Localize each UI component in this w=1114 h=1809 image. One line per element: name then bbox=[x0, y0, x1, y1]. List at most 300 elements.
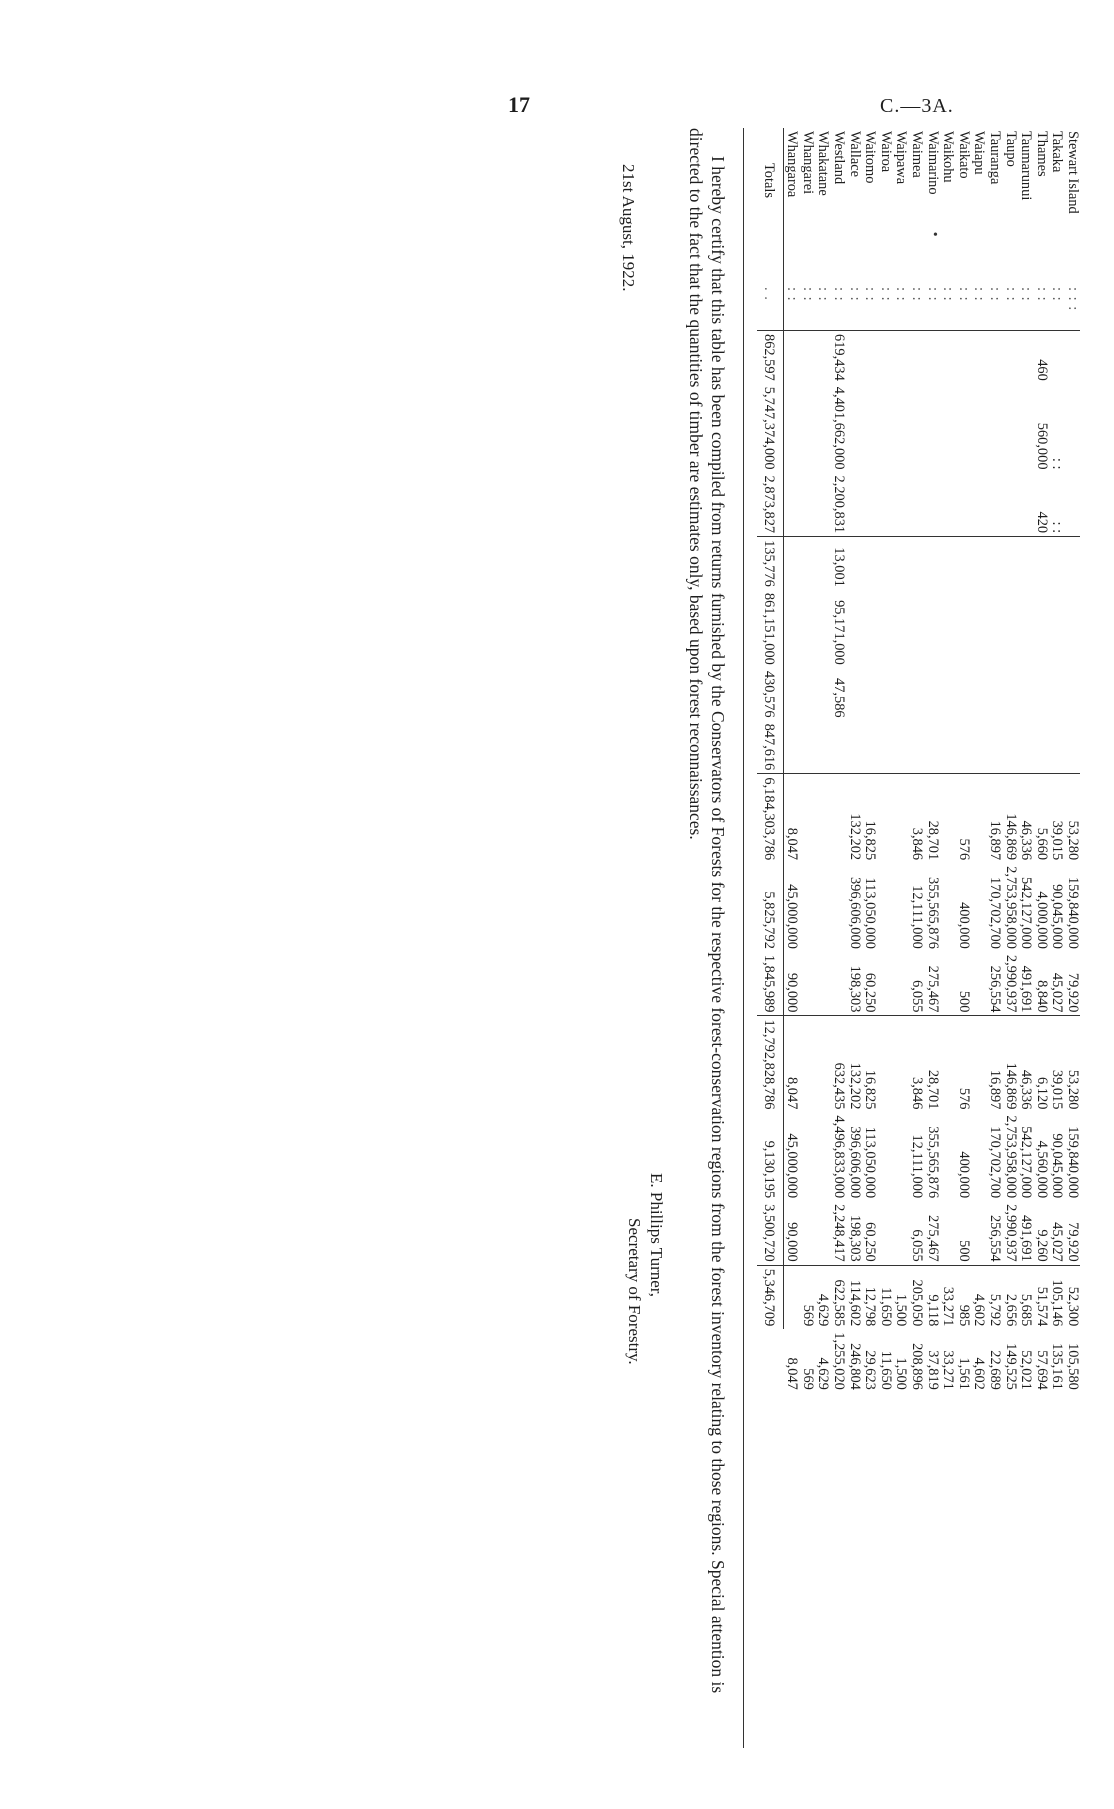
table-cell: 46,336 bbox=[1018, 774, 1034, 863]
table-cell bbox=[1018, 721, 1034, 774]
table-cell: 8,047 bbox=[784, 1357, 801, 1390]
leader-dots: : : bbox=[924, 287, 941, 302]
table-cell bbox=[815, 384, 831, 473]
table-cell: 2,753,958,000 bbox=[1002, 866, 1019, 949]
table-cell bbox=[877, 331, 893, 384]
table-cell: 985 bbox=[955, 1265, 971, 1329]
table-cell bbox=[815, 952, 831, 1016]
table-cell: 4,560,000 bbox=[1033, 1140, 1050, 1199]
table-cell bbox=[815, 721, 831, 774]
table-cell bbox=[908, 668, 924, 721]
table-cell bbox=[986, 331, 1002, 384]
table-cell bbox=[862, 473, 878, 537]
table-cell: 60,250 bbox=[862, 972, 879, 1013]
table-cell bbox=[971, 1201, 987, 1265]
table-cell: : : bbox=[1049, 521, 1066, 534]
table-cell bbox=[971, 473, 987, 537]
table-cell bbox=[986, 721, 1002, 774]
table-cell bbox=[893, 1201, 909, 1265]
table-cell bbox=[1049, 590, 1065, 668]
table-cell bbox=[908, 537, 924, 590]
table-cell bbox=[1002, 331, 1018, 384]
table-cell: 46,336 bbox=[1018, 1016, 1034, 1112]
table-cell bbox=[1033, 668, 1049, 721]
table-cell: 2,873,827 bbox=[757, 473, 783, 537]
leader-dots: : : bbox=[1002, 287, 1019, 302]
table-cell bbox=[924, 590, 940, 668]
table-cell: 170,702,700 bbox=[987, 876, 1004, 949]
table-cell bbox=[799, 537, 815, 590]
totals-row bbox=[757, 128, 783, 1393]
table-cell bbox=[971, 590, 987, 668]
table-cell bbox=[955, 590, 971, 668]
table-cell bbox=[799, 590, 815, 668]
table-cell: 2,753,958,000 bbox=[1002, 1115, 1019, 1199]
table-cell bbox=[846, 590, 862, 668]
region-name: Waimarino bbox=[924, 131, 941, 195]
table-cell bbox=[799, 384, 815, 473]
table-cell bbox=[893, 1016, 909, 1112]
table-cell: 205,050 bbox=[908, 1265, 924, 1329]
table-cell bbox=[862, 721, 878, 774]
table-row bbox=[877, 128, 893, 1393]
leader-dots: : : bbox=[846, 287, 863, 302]
table-cell bbox=[971, 863, 987, 952]
table-cell: 90,045,000 bbox=[1049, 884, 1066, 949]
table-cell bbox=[877, 952, 893, 1016]
table-cell: 8,840 bbox=[1033, 980, 1050, 1013]
table-cell: 4,629 bbox=[815, 1357, 832, 1390]
table-cell bbox=[846, 473, 862, 537]
table-cell bbox=[783, 384, 799, 473]
region-name: Totals bbox=[757, 128, 783, 284]
table-cell: 90,000 bbox=[784, 972, 801, 1013]
table-cell: 16,825 bbox=[862, 1016, 878, 1112]
table-row bbox=[783, 128, 799, 1393]
table-cell: 51,574 bbox=[1033, 1265, 1049, 1329]
table-cell bbox=[971, 384, 987, 473]
table-cell bbox=[831, 774, 847, 863]
table-cell bbox=[940, 331, 956, 384]
table-cell: 6,055 bbox=[909, 980, 926, 1013]
table-cell: 4,602 bbox=[971, 1357, 988, 1390]
table-cell: 12,798 bbox=[862, 1265, 878, 1329]
table-cell: 430,576 bbox=[757, 668, 783, 721]
table-cell: 560,000 bbox=[1033, 422, 1050, 470]
table-cell bbox=[877, 473, 893, 537]
region-name: Waipawa bbox=[893, 131, 910, 185]
leader-dots: : : bbox=[909, 287, 926, 302]
table-row bbox=[1018, 128, 1034, 1393]
table-row bbox=[893, 128, 909, 1393]
table-cell: 396,606,000 bbox=[846, 876, 863, 949]
table-cell: 105,146 bbox=[1049, 1265, 1065, 1329]
table-cell: 13,001 bbox=[831, 537, 847, 590]
table-cell: 400,000 bbox=[955, 1151, 972, 1199]
table-cell: 246,804 bbox=[846, 1343, 863, 1390]
table-cell bbox=[815, 1016, 831, 1112]
region-name: Wallace bbox=[846, 131, 863, 177]
table-cell bbox=[877, 590, 893, 668]
table-cell bbox=[908, 473, 924, 537]
region-name: Waikato bbox=[955, 131, 972, 179]
table-cell: 12,792,828,786 bbox=[757, 1016, 783, 1112]
table-cell: 5,660 bbox=[1033, 774, 1049, 863]
table-cell: 396,606,000 bbox=[846, 1126, 863, 1199]
table-cell: 3,500,720 bbox=[757, 1201, 783, 1265]
table-cell: 8,047 bbox=[783, 1016, 799, 1112]
table-cell: 60,250 bbox=[862, 1222, 879, 1262]
table-cell bbox=[986, 668, 1002, 721]
table-cell: 53,280 bbox=[1064, 1016, 1080, 1112]
table-cell: 500 bbox=[955, 990, 972, 1013]
region-name: Waitomo bbox=[862, 131, 879, 184]
table-cell bbox=[1049, 721, 1065, 774]
table-cell: 569 bbox=[799, 1368, 816, 1390]
leader-dots: : : bbox=[893, 287, 910, 302]
table-cell: 500 bbox=[955, 1240, 972, 1262]
table-cell bbox=[955, 331, 971, 384]
table-cell: 6,055 bbox=[909, 1229, 926, 1262]
table-cell: 9,130,195 bbox=[757, 1112, 783, 1201]
region-name: Waimea bbox=[909, 131, 926, 178]
region-name: Waiapu bbox=[971, 131, 988, 175]
table-cell bbox=[893, 863, 909, 952]
table-cell bbox=[893, 384, 909, 473]
table-cell: 6,120 bbox=[1033, 1016, 1049, 1112]
table-row bbox=[971, 128, 987, 1393]
table-cell bbox=[893, 952, 909, 1016]
table-cell bbox=[924, 384, 940, 473]
table-cell bbox=[924, 331, 940, 384]
table-cell: 2,990,937 bbox=[1002, 1204, 1019, 1262]
table-cell bbox=[831, 863, 847, 952]
region-name: Whangaroa bbox=[784, 131, 801, 198]
table-cell bbox=[877, 721, 893, 774]
table-cell bbox=[1033, 590, 1049, 668]
table-cell bbox=[815, 1201, 831, 1265]
table-cell bbox=[1002, 384, 1018, 473]
table-cell: 491,691 bbox=[1018, 965, 1035, 1013]
table-cell: 622,585 bbox=[831, 1265, 847, 1329]
table-cell bbox=[1064, 384, 1080, 473]
leader-dots: : : bbox=[815, 287, 832, 302]
document-code: C.—3A. bbox=[880, 95, 954, 117]
table-cell: 275,467 bbox=[924, 965, 941, 1013]
table-cell: 146,869 bbox=[1002, 1016, 1018, 1112]
table-cell: 2,990,937 bbox=[1002, 954, 1019, 1013]
table-cell bbox=[1002, 668, 1018, 721]
page-speck-mark: • bbox=[933, 228, 938, 243]
region-name: Taupo bbox=[1002, 131, 1019, 167]
leader-dots: : : bbox=[1033, 287, 1050, 302]
table-cell: 39,015 bbox=[1049, 1016, 1065, 1112]
table-cell bbox=[940, 384, 956, 473]
table-cell bbox=[955, 384, 971, 473]
table-cell: 2,656 bbox=[1002, 1265, 1018, 1329]
table-cell: 52,300 bbox=[1064, 1265, 1080, 1329]
table-cell bbox=[924, 537, 940, 590]
table-cell: 256,554 bbox=[987, 1214, 1004, 1262]
table-cell: 11,650 bbox=[877, 1265, 893, 1329]
table-cell: 576 bbox=[955, 774, 971, 863]
table-row bbox=[815, 128, 831, 1393]
table-cell bbox=[877, 1112, 893, 1201]
table-cell bbox=[783, 590, 799, 668]
table-cell: 39,015 bbox=[1049, 774, 1065, 863]
table-cell: 5,346,709 bbox=[757, 1265, 783, 1329]
table-cell: 6,184,303,786 bbox=[757, 774, 783, 863]
region-name: Thames bbox=[1033, 131, 1050, 177]
table-cell bbox=[971, 952, 987, 1016]
table-cell bbox=[799, 668, 815, 721]
table-cell bbox=[862, 331, 878, 384]
table-cell: 4,496,833,000 bbox=[831, 1115, 848, 1199]
table-cell: 28,701 bbox=[924, 774, 940, 863]
table-cell bbox=[924, 668, 940, 721]
table-cell: 135,776 bbox=[757, 537, 783, 590]
table-cell: 16,825 bbox=[862, 774, 878, 863]
table-cell bbox=[1049, 331, 1065, 384]
table-cell bbox=[986, 384, 1002, 473]
table-cell: 33,271 bbox=[940, 1265, 956, 1329]
table-cell bbox=[940, 537, 956, 590]
table-cell: 45,000,000 bbox=[784, 884, 801, 949]
table-cell: 400,000 bbox=[955, 902, 972, 949]
table-cell: 5,825,792 bbox=[757, 863, 783, 952]
table-cell: 1,255,020 bbox=[831, 1332, 848, 1390]
table-cell: 45,000,000 bbox=[784, 1133, 801, 1199]
table-cell bbox=[799, 473, 815, 537]
table-cell bbox=[831, 721, 847, 774]
table-cell bbox=[893, 721, 909, 774]
table-cell: 29,623 bbox=[862, 1350, 879, 1390]
leader-dots: : : bbox=[784, 287, 801, 302]
table-cell: 47,586 bbox=[831, 678, 848, 718]
leader-dots: : : bbox=[1018, 287, 1035, 302]
table-cell bbox=[971, 1112, 987, 1201]
table-cell: 16,897 bbox=[986, 774, 1002, 863]
table-cell bbox=[815, 774, 831, 863]
table-cell: 198,303 bbox=[846, 1214, 863, 1262]
table-cell: 22,689 bbox=[987, 1350, 1004, 1390]
table-cell bbox=[846, 668, 862, 721]
table-cell bbox=[799, 1016, 815, 1112]
table-cell bbox=[940, 774, 956, 863]
table-row bbox=[1049, 128, 1065, 1393]
table-cell: 491,691 bbox=[1018, 1214, 1035, 1262]
table-cell bbox=[908, 331, 924, 384]
table-cell bbox=[893, 331, 909, 384]
table-cell: 1,561 bbox=[955, 1357, 972, 1390]
table-cell: 460 bbox=[1033, 331, 1049, 384]
table-cell bbox=[1018, 537, 1034, 590]
table-cell bbox=[815, 537, 831, 590]
table-cell bbox=[971, 1016, 987, 1112]
table-cell bbox=[846, 384, 862, 473]
table-cell bbox=[1002, 537, 1018, 590]
table-cell: 208,896 bbox=[909, 1343, 926, 1390]
table-cell: 9,260 bbox=[1033, 1229, 1050, 1262]
table-cell bbox=[1002, 473, 1018, 537]
table-cell: 33,271 bbox=[940, 1350, 957, 1390]
table-cell: 862,597 bbox=[757, 331, 783, 384]
table-cell: 3,846 bbox=[908, 1016, 924, 1112]
table-cell: 114,602 bbox=[846, 1265, 862, 1329]
table-cell bbox=[893, 774, 909, 863]
region-name: Wairoa bbox=[877, 131, 894, 173]
table-cell: 861,151,000 bbox=[757, 590, 783, 668]
table-cell: 135,161 bbox=[1049, 1343, 1066, 1390]
table-cell bbox=[1049, 537, 1065, 590]
table-cell bbox=[1064, 590, 1080, 668]
page-number: 17 bbox=[508, 92, 530, 117]
table-cell bbox=[799, 774, 815, 863]
table-cell: 1,845,989 bbox=[757, 952, 783, 1016]
table-cell bbox=[799, 863, 815, 952]
certification-paragraph: I hereby certify that this table has been compiled from returns furnished by the Conservators of Forests for the respective forest-conservation regions from the forest inventory relating to those regions. Special attention is directed to the fact that the quantities of timber are estimates only, based upon forest reconnaissances. bbox=[686, 128, 728, 1694]
table-cell bbox=[1018, 473, 1034, 537]
table-cell bbox=[940, 952, 956, 1016]
table-cell bbox=[893, 473, 909, 537]
table-cell bbox=[862, 668, 878, 721]
table-row bbox=[1064, 128, 1080, 1393]
table-cell bbox=[908, 384, 924, 473]
table-cell bbox=[877, 537, 893, 590]
table-cell: 275,467 bbox=[924, 1214, 941, 1262]
region-name: Stewart Island bbox=[1065, 131, 1081, 214]
table-cell: 4,602 bbox=[971, 1265, 987, 1329]
table-cell bbox=[1033, 537, 1049, 590]
leader-dots: : : bbox=[1049, 287, 1066, 302]
table-cell bbox=[940, 1016, 956, 1112]
table-cell bbox=[940, 1201, 956, 1265]
region-name: Whakatane bbox=[815, 131, 832, 196]
table-cell: 149,525 bbox=[1002, 1343, 1019, 1390]
table-cell bbox=[1018, 384, 1034, 473]
table-cell: 113,050,000 bbox=[862, 1126, 879, 1199]
region-name: Taumarunui bbox=[1018, 131, 1035, 201]
leader-dots: . . bbox=[757, 284, 783, 331]
table-cell bbox=[940, 668, 956, 721]
table-row bbox=[846, 128, 862, 1393]
table-cell: 52,021 bbox=[1018, 1350, 1035, 1390]
table-cell: 146,869 bbox=[1002, 774, 1018, 863]
table-cell: 113,050,000 bbox=[862, 877, 879, 949]
table-cell bbox=[783, 721, 799, 774]
table-cell bbox=[815, 668, 831, 721]
table-cell: 45,027 bbox=[1049, 1222, 1066, 1262]
table-cell: 53,280 bbox=[1064, 774, 1080, 863]
leader-dots: : : bbox=[831, 287, 848, 302]
leader-dots: : : bbox=[799, 287, 816, 302]
table-row bbox=[1002, 128, 1018, 1393]
table-cell bbox=[1018, 331, 1034, 384]
table-row bbox=[862, 128, 878, 1393]
table-cell bbox=[971, 774, 987, 863]
table-cell bbox=[955, 668, 971, 721]
table-cell bbox=[783, 331, 799, 384]
table-cell: 632,435 bbox=[831, 1016, 847, 1112]
table-cell bbox=[971, 331, 987, 384]
table-cell bbox=[1064, 473, 1080, 537]
table-cell: 576 bbox=[955, 1016, 971, 1112]
table-cell: 90,000 bbox=[784, 1222, 801, 1262]
table-cell: 132,202 bbox=[846, 774, 862, 863]
table-cell bbox=[815, 590, 831, 668]
table-cell bbox=[1064, 668, 1080, 721]
region-name: Takaka bbox=[1049, 131, 1066, 173]
table-cell: : : bbox=[1049, 457, 1066, 470]
table-cell: 542,127,000 bbox=[1018, 876, 1035, 949]
region-name: Tauranga bbox=[987, 131, 1004, 185]
table-cell bbox=[940, 721, 956, 774]
table-cell bbox=[815, 1112, 831, 1201]
table-cell: 569 bbox=[799, 1265, 815, 1329]
table-cell bbox=[799, 721, 815, 774]
table-cell: 5,747,374,000 bbox=[757, 384, 783, 473]
table-cell bbox=[893, 668, 909, 721]
table-cell bbox=[783, 1265, 799, 1329]
table-cell bbox=[862, 384, 878, 473]
table-cell: 79,920 bbox=[1065, 972, 1081, 1013]
table-cell: 1,500 bbox=[893, 1357, 910, 1390]
table-cell bbox=[799, 952, 815, 1016]
table-cell bbox=[783, 473, 799, 537]
signer-title: Secretary of Forestry. bbox=[625, 1218, 644, 1365]
table-cell bbox=[831, 952, 847, 1016]
leader-dots: : : bbox=[955, 287, 972, 302]
table-cell: 79,920 bbox=[1065, 1222, 1081, 1262]
table-cell bbox=[893, 1112, 909, 1201]
table-cell bbox=[1064, 537, 1080, 590]
table-cell: 16,897 bbox=[986, 1016, 1002, 1112]
table-cell bbox=[799, 331, 815, 384]
table-cell: 9,118 bbox=[924, 1265, 940, 1329]
table-cell: 542,127,000 bbox=[1018, 1126, 1035, 1199]
table-cell: 170,702,700 bbox=[987, 1126, 1004, 1199]
table-cell: 4,629 bbox=[815, 1265, 831, 1329]
table-cell: 3,846 bbox=[908, 774, 924, 863]
table-cell bbox=[1002, 721, 1018, 774]
table-cell bbox=[877, 774, 893, 863]
table-cell: 11,650 bbox=[877, 1350, 894, 1390]
table-cell: 420 bbox=[1033, 511, 1050, 534]
table-cell bbox=[1049, 668, 1065, 721]
table-cell bbox=[1018, 590, 1034, 668]
table-cell bbox=[862, 590, 878, 668]
table-cell bbox=[971, 537, 987, 590]
leader-dots: : : bbox=[940, 287, 957, 302]
leader-dots: : : bbox=[862, 287, 879, 302]
table-cell bbox=[799, 1112, 815, 1201]
table-row bbox=[955, 128, 971, 1393]
leader-dots: : : bbox=[987, 287, 1004, 302]
table-row bbox=[1033, 128, 1049, 1393]
table-cell bbox=[846, 331, 862, 384]
table-cell bbox=[1033, 721, 1049, 774]
rotated-table-block bbox=[100, 128, 1080, 1748]
table-cell: 95,171,000 bbox=[831, 600, 848, 665]
table-row bbox=[986, 128, 1002, 1393]
table-cell bbox=[971, 668, 987, 721]
table-cell: 12,111,000 bbox=[909, 885, 926, 949]
leader-dots: : : bbox=[971, 287, 988, 302]
table-cell bbox=[940, 863, 956, 952]
region-name: Whangarei bbox=[799, 131, 816, 195]
table-cell: 12,111,000 bbox=[909, 1134, 926, 1199]
table-cell bbox=[955, 721, 971, 774]
